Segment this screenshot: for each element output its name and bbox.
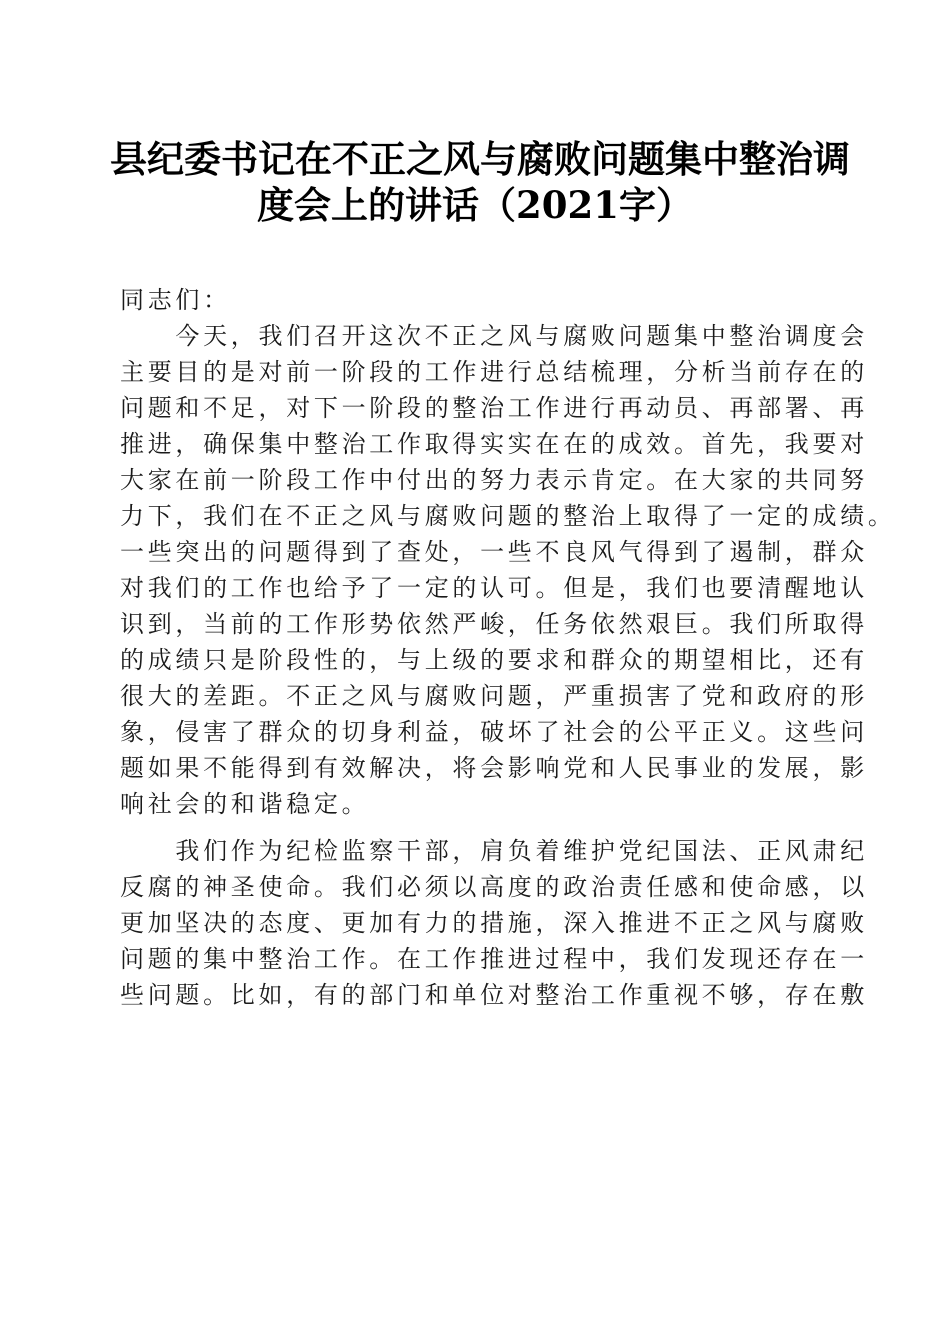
text-line: 反腐的神圣使命。我们必须以高度的政治责任感和使命感，以 xyxy=(120,873,868,901)
document-body xyxy=(120,282,896,1013)
paragraph-gap xyxy=(120,822,835,833)
paragraph-1 xyxy=(120,318,896,822)
text-line: 大家在前一阶段工作中付出的努力表示肯定。在大家的共同努 xyxy=(120,466,868,494)
text-line: 问题和不足，对下一阶段的整治工作进行再动员、再部署、再 xyxy=(120,394,868,422)
document-title xyxy=(110,136,850,228)
title-line: 度会上的讲话（2021字） xyxy=(257,183,693,227)
text-line: 很大的差距。不正之风与腐败问题，严重损害了党和政府的形 xyxy=(120,682,868,710)
text-line: 问题的集中整治工作。在工作推进过程中，我们发现还存在一 xyxy=(120,945,868,973)
text-line: 推进，确保集中整治工作取得实实在在的成效。首先，我要对 xyxy=(120,430,868,458)
paragraph-2 xyxy=(120,833,868,1013)
title-line: 县纪委书记在不正之风与腐败问题集中整治调 xyxy=(110,137,850,181)
text-line: 力下，我们在不正之风与腐败问题的整治上取得了一定的成绩。 xyxy=(120,502,896,530)
text-line: 题如果不能得到有效解决，将会影响党和人民事业的发展，影 xyxy=(120,754,868,782)
text-line: 些问题。比如，有的部门和单位对整治工作重视不够，存在敷 xyxy=(120,981,868,1009)
text-line: 一些突出的问题得到了查处，一些不良风气得到了遏制，群众 xyxy=(120,538,868,566)
text-line: 对我们的工作也给予了一定的认可。但是，我们也要清醒地认 xyxy=(120,574,868,602)
text-line: 象，侵害了群众的切身利益，破坏了社会的公平正义。这些问 xyxy=(120,718,868,746)
text-line: 的成绩只是阶段性的，与上级的要求和群众的期望相比，还有 xyxy=(120,646,868,674)
text-line: 今天，我们召开这次不正之风与腐败问题集中整治调度会 xyxy=(120,322,868,350)
text-line: 更加坚决的态度、更加有力的措施，深入推进不正之风与腐败 xyxy=(120,909,868,937)
salutation: 同志们： xyxy=(120,286,231,314)
text-line: 识到，当前的工作形势依然严峻，任务依然艰巨。我们所取得 xyxy=(120,610,868,638)
text-line: 响社会的和谐稳定。 xyxy=(120,790,370,818)
text-line: 我们作为纪检监察干部，肩负着维护党纪国法、正风肃纪 xyxy=(120,837,868,865)
text-line: 主要目的是对前一阶段的工作进行总结梳理，分析当前存在的 xyxy=(120,358,868,386)
